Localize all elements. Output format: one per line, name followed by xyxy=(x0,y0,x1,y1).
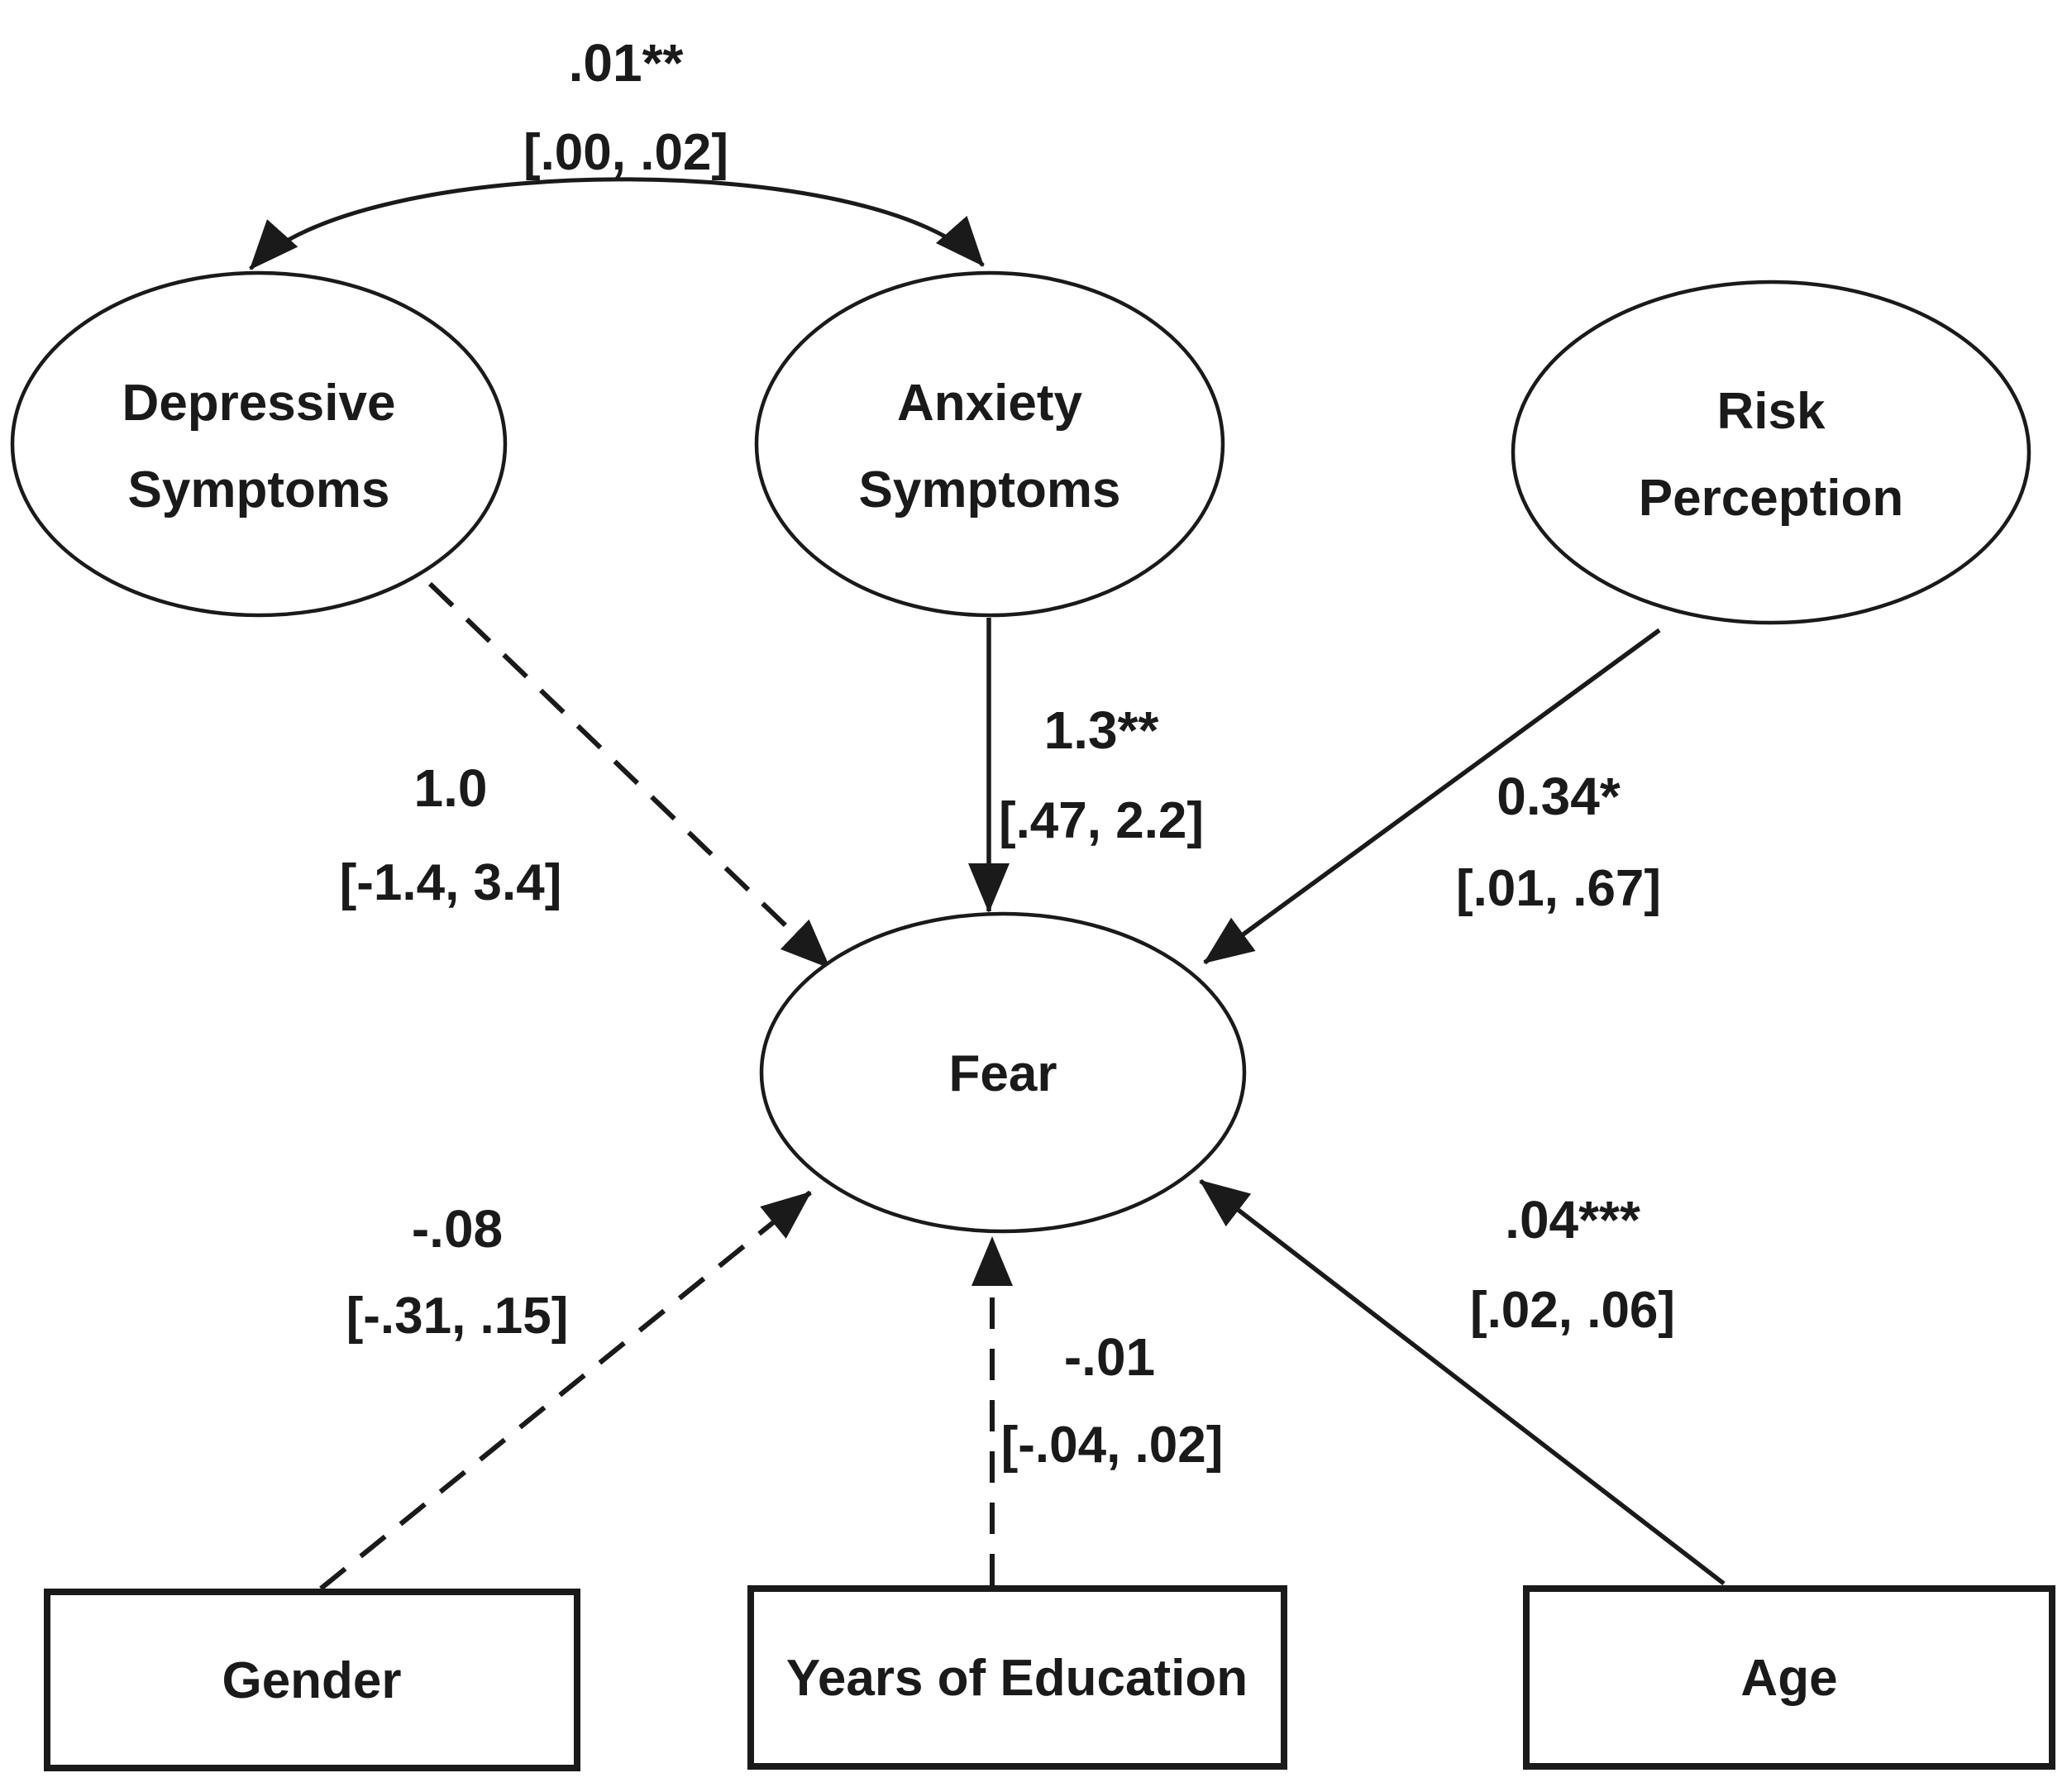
node-anxiety-symptoms-ellipse xyxy=(757,273,1223,615)
label-risk-fear-ci: [.01, .67] xyxy=(1455,860,1662,917)
node-fear-label: Fear xyxy=(948,1045,1057,1102)
label-anxiety-fear-ci: [.47, 2.2] xyxy=(998,792,1205,849)
edge-age-to-fear-arrow xyxy=(1201,1181,1724,1584)
node-risk-perception-label-line1: Risk xyxy=(1716,383,1826,440)
node-anxiety-symptoms-label-line2: Symptoms xyxy=(858,461,1121,518)
edge-depressive-anxiety-covariance-arrow xyxy=(251,179,983,269)
node-years-of-education-label: Years of Education xyxy=(785,1650,1248,1707)
node-risk-perception-label-line2: Perception xyxy=(1638,470,1904,527)
node-anxiety-symptoms-label-line1: Anxiety xyxy=(897,375,1082,432)
node-depressive-symptoms-label-line2: Symptoms xyxy=(127,461,390,518)
label-gender-fear-estimate: -.08 xyxy=(411,1199,504,1259)
node-depressive-symptoms-label-line1: Depressive xyxy=(122,375,396,432)
label-age-fear-estimate: .04*** xyxy=(1505,1190,1640,1250)
label-depressive-fear-ci: [-1.4, 3.4] xyxy=(339,854,562,911)
edge-gender-to-fear-arrow xyxy=(321,1192,810,1589)
label-age-fear-ci: [.02, .06] xyxy=(1469,1282,1676,1339)
label-anxiety-fear-estimate: 1.3** xyxy=(1043,700,1159,760)
label-covariance-ci: [.00, .02] xyxy=(523,124,729,181)
label-risk-fear-estimate: 0.34* xyxy=(1497,767,1621,826)
node-depressive-symptoms-ellipse xyxy=(12,273,505,615)
node-age-label: Age xyxy=(1740,1650,1838,1707)
label-education-fear-ci: [-.04, .02] xyxy=(1000,1417,1224,1474)
label-covariance-estimate: .01** xyxy=(568,33,684,93)
label-education-fear-estimate: -.01 xyxy=(1063,1327,1156,1387)
node-gender-label: Gender xyxy=(222,1652,402,1709)
label-depressive-fear-estimate: 1.0 xyxy=(413,758,488,818)
node-risk-perception-ellipse xyxy=(1513,282,2029,623)
label-gender-fear-ci: [-.31, .15] xyxy=(346,1288,569,1345)
